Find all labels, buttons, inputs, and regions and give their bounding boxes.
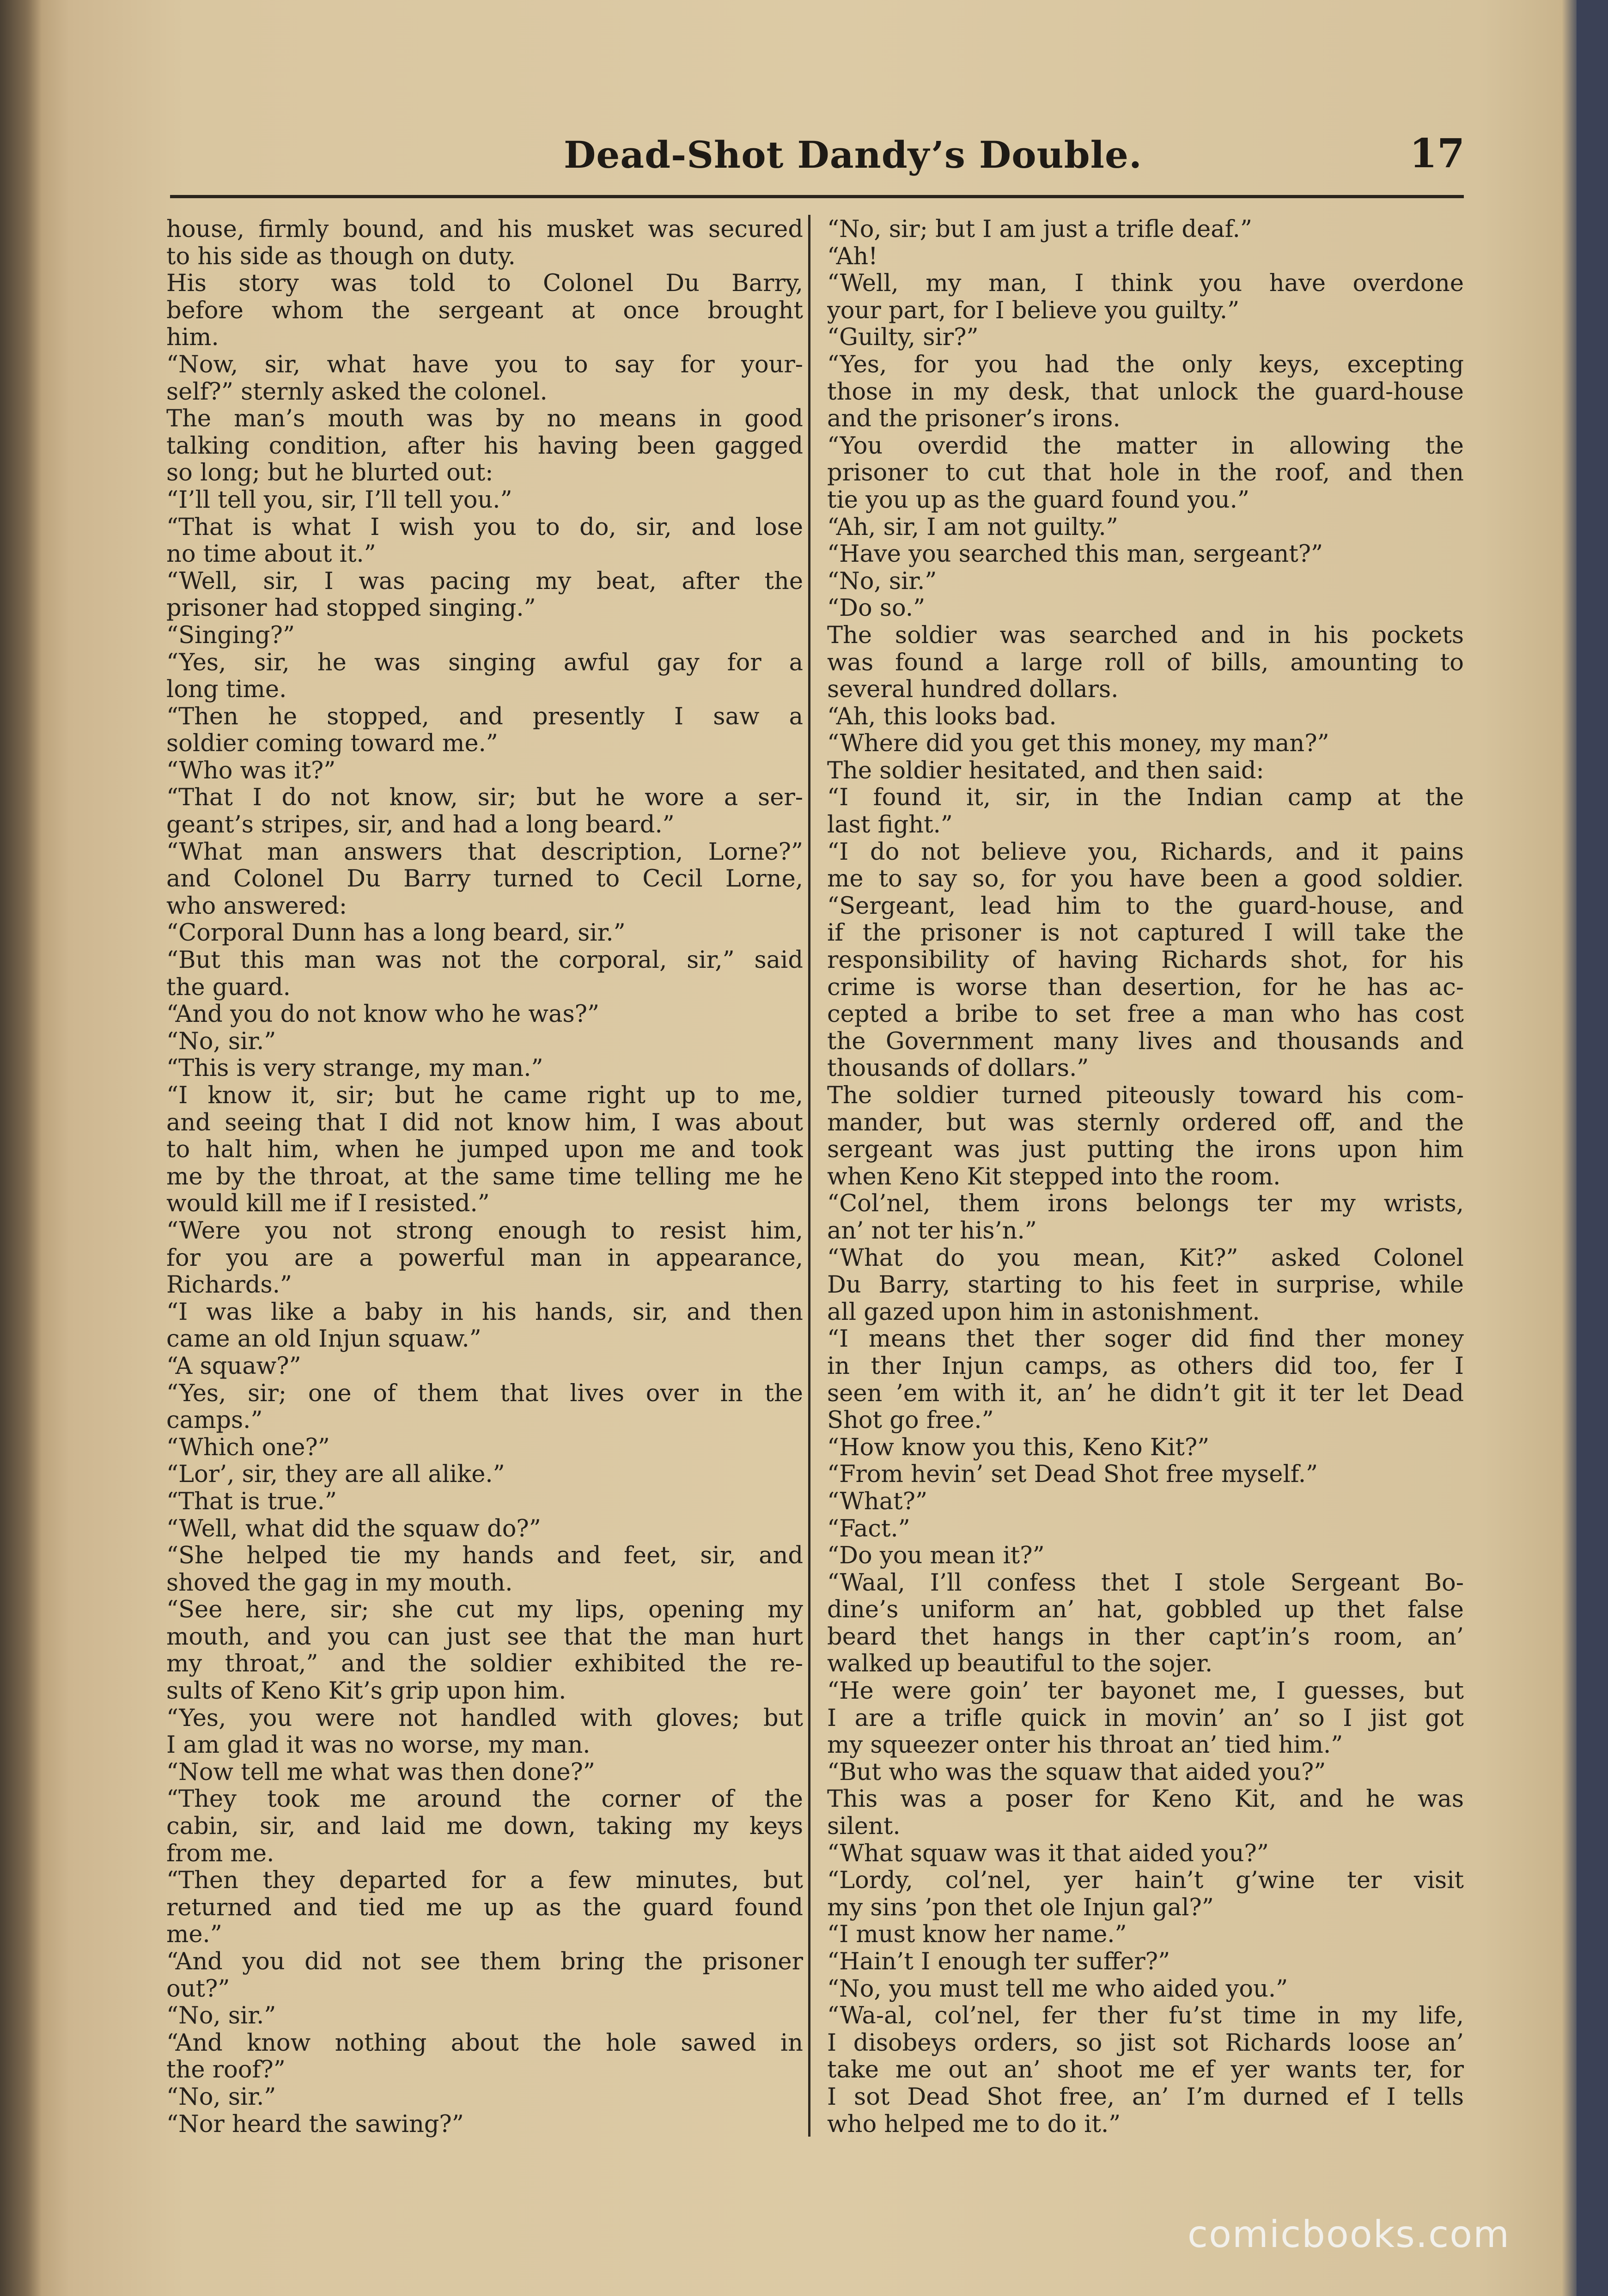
text-line: “Yes, for you had the only keys, excepting (827, 351, 1464, 378)
text-line: “Well, my man, I think you have overdone (827, 270, 1464, 298)
text-line: “I do not believe you, Richards, and it pains (827, 838, 1464, 866)
text-line: “Guilty, sir?” (827, 324, 979, 352)
text-line: shoved the gag in my mouth. (166, 1569, 513, 1597)
text-line: “Well, sir, I was pacing my beat, after the (166, 568, 803, 595)
text-line: “No, sir.” (166, 1028, 276, 1055)
text-line: when Keno Kit stepped into the room. (827, 1163, 1281, 1191)
text-line: soldier coming toward me.” (166, 730, 498, 758)
watermark: comicbooks.com (1188, 2213, 1511, 2256)
text-line: The man’s mouth was by no means in good (166, 406, 803, 433)
text-line: “I know it, sir; but he came right up to me, (166, 1082, 803, 1109)
left-column (166, 216, 803, 2143)
text-line: “Do so.” (827, 595, 926, 622)
text-line: “A squaw?” (166, 1353, 301, 1380)
text-line: “Wa-al, col’nel, fer ther fu’st time in my life, (827, 2003, 1464, 2030)
text-line: The soldier turned piteously toward his com- (827, 1082, 1464, 1109)
text-line: camps.” (166, 1407, 263, 1434)
text-line: “Singing?” (166, 622, 295, 649)
text-line: returned and tied me up as the guard found (166, 1894, 803, 1921)
text-line: take me out an’ shoot me ef yer wants ter, for (827, 2057, 1464, 2084)
text-line: “Fact.” (827, 1515, 910, 1543)
text-line: seen ’em with it, an’ he didn’t git it ter let Dead (827, 1380, 1464, 1407)
text-line: the guard. (166, 974, 291, 1001)
text-line: I disobeys orders, so jist sot Richards loose an’ (827, 2029, 1464, 2057)
text-line: in ther Injun camps, as others did too, fer I (827, 1353, 1464, 1380)
text-line: “What do you mean, Kit?” asked Colonel (827, 1245, 1464, 1272)
text-line: out?” (166, 1975, 230, 2003)
text-line: prisoner had stopped singing.” (166, 595, 536, 622)
text-line: me by the throat, at the same time telling me he (166, 1163, 803, 1191)
text-line: last fight.” (827, 812, 953, 839)
text-line: who helped me to do it.” (827, 2111, 1121, 2138)
text-line: “Then they departed for a few minutes, but (166, 1867, 803, 1895)
text-line: “This is very strange, my man.” (166, 1055, 543, 1082)
text-line: prisoner to cut that hole in the roof, and then (827, 460, 1464, 487)
text-line: “And know nothing about the hole sawed in (166, 2029, 803, 2057)
text-line: I are a trifle quick in movin’ an’ so I jist got (827, 1705, 1464, 1732)
text-line: responsibility of having Richards shot, for his (827, 947, 1464, 974)
text-line: “Corporal Dunn has a long beard, sir.” (166, 920, 626, 947)
text-line: “Which one?” (166, 1434, 330, 1461)
text-line: This was a poser for Keno Kit, and he was (827, 1786, 1464, 1813)
text-line: “Do you mean it?” (827, 1543, 1045, 1570)
text-line: all gazed upon him in astonishment. (827, 1299, 1260, 1326)
text-line: those in my desk, that unlock the guard-house (827, 378, 1464, 406)
page-number: 17 (1409, 130, 1465, 177)
text-line: “Sergeant, lead him to the guard-house, and (827, 893, 1464, 920)
text-line: “How know you this, Keno Kit?” (827, 1434, 1210, 1461)
text-line: “That I do not know, sir; but he wore a ser- (166, 784, 803, 812)
text-line: long time. (166, 676, 287, 704)
text-line: to halt him, when he jumped upon me and took (166, 1136, 803, 1164)
text-line: “What squaw was it that aided you?” (827, 1840, 1269, 1867)
text-line: thousands of dollars.” (827, 1055, 1089, 1082)
text-line: “What man answers that description, Lorne?” (166, 838, 803, 866)
text-line: “What?” (827, 1488, 928, 1515)
text-line: Shot go free.” (827, 1407, 994, 1434)
text-line: “That is true.” (166, 1488, 337, 1515)
text-line: before whom the sergeant at once brought (166, 297, 803, 324)
text-line: “Then he stopped, and presently I saw a (166, 703, 803, 730)
text-line: “That is what I wish you to do, sir, and lose (166, 514, 803, 541)
text-line: “You overdid the matter in allowing the (827, 432, 1464, 460)
text-line: His story was told to Colonel Du Barry, (166, 270, 803, 298)
text-line: “Now, sir, what have you to say for your- (166, 351, 803, 378)
text-line: I sot Dead Shot free, an’ I’m durned ef I tells (827, 2083, 1464, 2111)
text-line: “Who was it?” (166, 757, 336, 784)
text-line: Du Barry, starting to his feet in surprise, while (827, 1272, 1464, 1299)
text-line: for you are a powerful man in appearance, (166, 1245, 803, 1272)
text-line: who answered: (166, 893, 347, 920)
text-line: beard thet hangs in ther capt’in’s room, an’ (827, 1623, 1464, 1651)
text-line: if the prisoner is not captured I will take the (827, 920, 1464, 947)
text-line: no time about it.” (166, 541, 376, 568)
text-line: “No, sir; but I am just a trifle deaf.” (827, 216, 1252, 243)
text-line: “Now tell me what was then done?” (166, 1759, 595, 1786)
text-line: “Lordy, col’nel, yer hain’t g’wine ter visit (827, 1867, 1464, 1895)
text-line: mander, but was sternly ordered off, and the (827, 1109, 1464, 1136)
text-line: talking condition, after his having been gagged (166, 432, 803, 460)
text-line: so long; but he blurted out: (166, 460, 493, 487)
text-line: to his side as though on duty. (166, 243, 516, 270)
text-line: mouth, and you can just see that the man hurt (166, 1623, 803, 1651)
text-line: “They took me around the corner of the (166, 1786, 803, 1813)
text-line: “Yes, sir; one of them that lives over in the (166, 1380, 803, 1407)
text-line: “He were goin’ ter bayonet me, I guesses, but (827, 1678, 1464, 1705)
text-line: “I means thet ther soger did find ther money (827, 1326, 1464, 1353)
text-line: “Were you not strong enough to resist him, (166, 1217, 803, 1245)
text-line: me to say so, for you have been a good soldier. (827, 866, 1464, 893)
text-line: your part, for I believe you guilty.” (827, 297, 1240, 324)
text-line: “And you do not know who he was?” (166, 1001, 600, 1028)
text-line: “Hain’t I enough ter suffer?” (827, 1949, 1170, 1975)
text-line: sergeant was just putting the irons upon him (827, 1136, 1464, 1164)
text-line: “Where did you get this money, my man?” (827, 730, 1329, 758)
text-line: him. (166, 324, 219, 352)
text-line: “Ah! (827, 243, 878, 270)
text-line: and Colonel Du Barry turned to Cecil Lorne, (166, 866, 803, 893)
text-line: The soldier was searched and in his pockets (827, 622, 1464, 649)
text-line: my throat,” and the soldier exhibited the re- (166, 1651, 803, 1678)
running-title: Dead-Shot Dandy’s Double. (564, 133, 1142, 176)
text-line: from me. (166, 1840, 274, 1867)
text-line: “Well, what did the squaw do?” (166, 1515, 541, 1543)
text-line: “Have you searched this man, sergeant?” (827, 541, 1323, 568)
page-binding-edge (0, 0, 42, 2296)
text-line: “No, sir.” (166, 2083, 276, 2111)
column-divider (808, 215, 810, 2137)
text-line: I am glad it was no worse, my man. (166, 1732, 591, 1759)
background-margin (1577, 0, 1608, 2296)
text-line: came an old Injun squaw.” (166, 1326, 481, 1353)
running-header (171, 130, 1465, 188)
text-line: several hundred dollars. (827, 676, 1119, 704)
text-line: dine’s uniform an’ hat, gobbled up thet false (827, 1597, 1464, 1624)
text-line: silent. (827, 1813, 901, 1840)
text-line: geant’s stripes, sir, and had a long beard.” (166, 812, 675, 839)
text-line: my squeezer onter his throat an’ tied him.” (827, 1732, 1343, 1759)
text-line: and the prisoner’s irons. (827, 406, 1121, 433)
text-line: Richards.” (166, 1272, 292, 1299)
text-line: “Waal, I’ll confess thet I stole Sergeant Bo- (827, 1569, 1464, 1597)
text-line: “Col’nel, them irons belongs ter my wrists, (827, 1191, 1464, 1218)
text-line: the Government many lives and thousands and (827, 1028, 1464, 1055)
text-line: the roof?” (166, 2057, 286, 2084)
text-line: me.” (166, 1921, 222, 1949)
text-line: “Yes, you were not handled with gloves; but (166, 1705, 803, 1732)
text-line: “No, sir.” (166, 2003, 276, 2030)
text-line: was found a large roll of bills, amounting to (827, 649, 1464, 676)
text-line: “I was like a baby in his hands, sir, and then (166, 1299, 803, 1326)
text-line: “Ah, this looks bad. (827, 703, 1057, 730)
text-line: cabin, sir, and laid me down, taking my keys (166, 1813, 803, 1840)
text-line: “No, you must tell me who aided you.” (827, 1975, 1288, 2003)
text-line: sults of Keno Kit’s grip upon him. (166, 1678, 566, 1705)
text-line: “And you did not see them bring the prisoner (166, 1949, 803, 1975)
text-line: “Yes, sir, he was singing awful gay for a (166, 649, 803, 676)
text-line: “I’ll tell you, sir, I’ll tell you.” (166, 486, 512, 514)
text-line: self?” sternly asked the colonel. (166, 378, 548, 406)
text-line: house, firmly bound, and his musket was secured (166, 216, 803, 243)
text-line: “From hevin’ set Dead Shot free myself.” (827, 1461, 1318, 1488)
right-column (827, 216, 1464, 2143)
text-line: and seeing that I did not know him, I was about (166, 1109, 803, 1136)
text-line: crime is worse than desertion, for he has ac- (827, 974, 1464, 1001)
text-line: “Lor’, sir, they are all alike.” (166, 1461, 505, 1488)
text-line: my sins ’pon thet ole Injun gal?” (827, 1894, 1214, 1921)
text-line: “No, sir.” (827, 568, 937, 595)
text-line: “Nor heard the sawing?” (166, 2111, 464, 2138)
text-line: The soldier hesitated, and then said: (827, 757, 1264, 784)
text-line: “I found it, sir, in the Indian camp at the (827, 784, 1464, 812)
text-line: “But who was the squaw that aided you?” (827, 1759, 1326, 1786)
text-line: “I must know her name.” (827, 1921, 1127, 1949)
text-line: walked up beautiful to the sojer. (827, 1651, 1213, 1678)
header-rule (170, 195, 1464, 198)
text-line: “See here, sir; she cut my lips, opening my (166, 1597, 803, 1624)
text-line: would kill me if I resisted.” (166, 1191, 490, 1218)
text-line: “Ah, sir, I am not guilty.” (827, 514, 1118, 541)
text-line: tie you up as the guard found you.” (827, 486, 1249, 514)
text-line: an’ not ter his’n.” (827, 1217, 1037, 1245)
text-line: “But this man was not the corporal, sir,” said (166, 947, 803, 974)
text-line: cepted a bribe to set free a man who has cost (827, 1001, 1464, 1028)
text-line: “She helped tie my hands and feet, sir, and (166, 1543, 803, 1570)
